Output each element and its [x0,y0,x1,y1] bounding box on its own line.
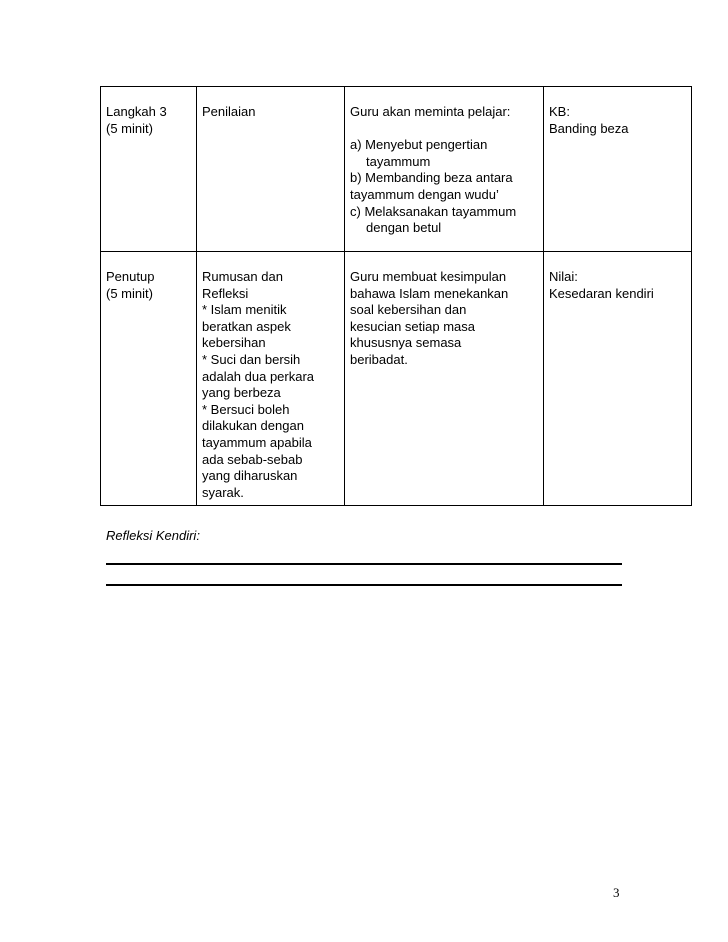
activity-cell [345,87,544,252]
page-number: 3 [613,885,620,900]
notes-value: Kesedaran kendiri [549,285,654,301]
table-row-langkah-3 [101,87,692,252]
content-line: * Suci dan bersih [202,351,301,367]
stage-duration: (5 minit) [106,120,153,136]
stage-cell [101,252,197,506]
activity-line: khususnya semasa [350,335,462,351]
content-line: adalah dua perkara [202,368,315,384]
content-line: Rumusan dan [202,269,283,284]
spacer [350,121,539,138]
notes-label: Nilai: [549,269,578,284]
notes-cell [544,87,692,252]
activity-line: kesucian setiap masa [350,318,476,334]
notes-cell [544,252,692,506]
activity-line: soal kebersihan dan [350,302,467,318]
content-line: beratkan aspek [202,318,291,334]
stage-duration: (5 minit) [106,285,153,301]
content-line: yang diharuskan [202,468,298,484]
activity-item-b-cont: tayammum dengan wudu’ [350,186,499,202]
notes-value: Banding beza [549,120,629,136]
content-cell [197,87,345,252]
activity-item-a-cont: tayammum [366,153,431,169]
activity-item-b: b) Membanding beza antara [350,170,513,186]
reflection-writing-line [106,584,622,586]
content-line: * Bersuci boleh [202,401,290,417]
activity-item-a: a) Menyebut pengertian [350,137,488,153]
content-cell [197,252,345,506]
activity-cell [345,252,544,506]
reflection-writing-line [106,563,622,565]
activity-item-c: c) Melaksanakan tayammum [350,203,517,219]
content-line: ada sebab-sebab [202,451,303,467]
content-line: Refleksi [202,285,249,301]
content-line: dilakukan dengan [202,418,304,434]
content-line: * Islam menitik [202,302,287,318]
stage-cell [101,87,197,252]
table-row-penutup [101,252,692,506]
stage-label: Langkah 3 [106,104,167,119]
content-line: yang berbeza [202,385,281,401]
content-line: tayammum apabila [202,434,312,450]
notes-label: KB: [549,104,570,119]
activity-line: beribadat. [350,351,408,367]
activity-line: Guru membuat kesimpulan [350,269,507,284]
activity-item-c-cont: dengan betul [366,220,442,236]
content-title: Penilaian [202,104,256,119]
lesson-plan-table [100,86,692,506]
activity-intro: Guru akan meminta pelajar: [350,104,511,119]
activity-line: bahawa Islam menekankan [350,285,509,301]
content-line: syarak. [202,484,244,500]
stage-label: Penutup [106,269,155,284]
content-line: kebersihan [202,335,266,351]
reflection-label: Refleksi Kendiri: [106,528,200,543]
